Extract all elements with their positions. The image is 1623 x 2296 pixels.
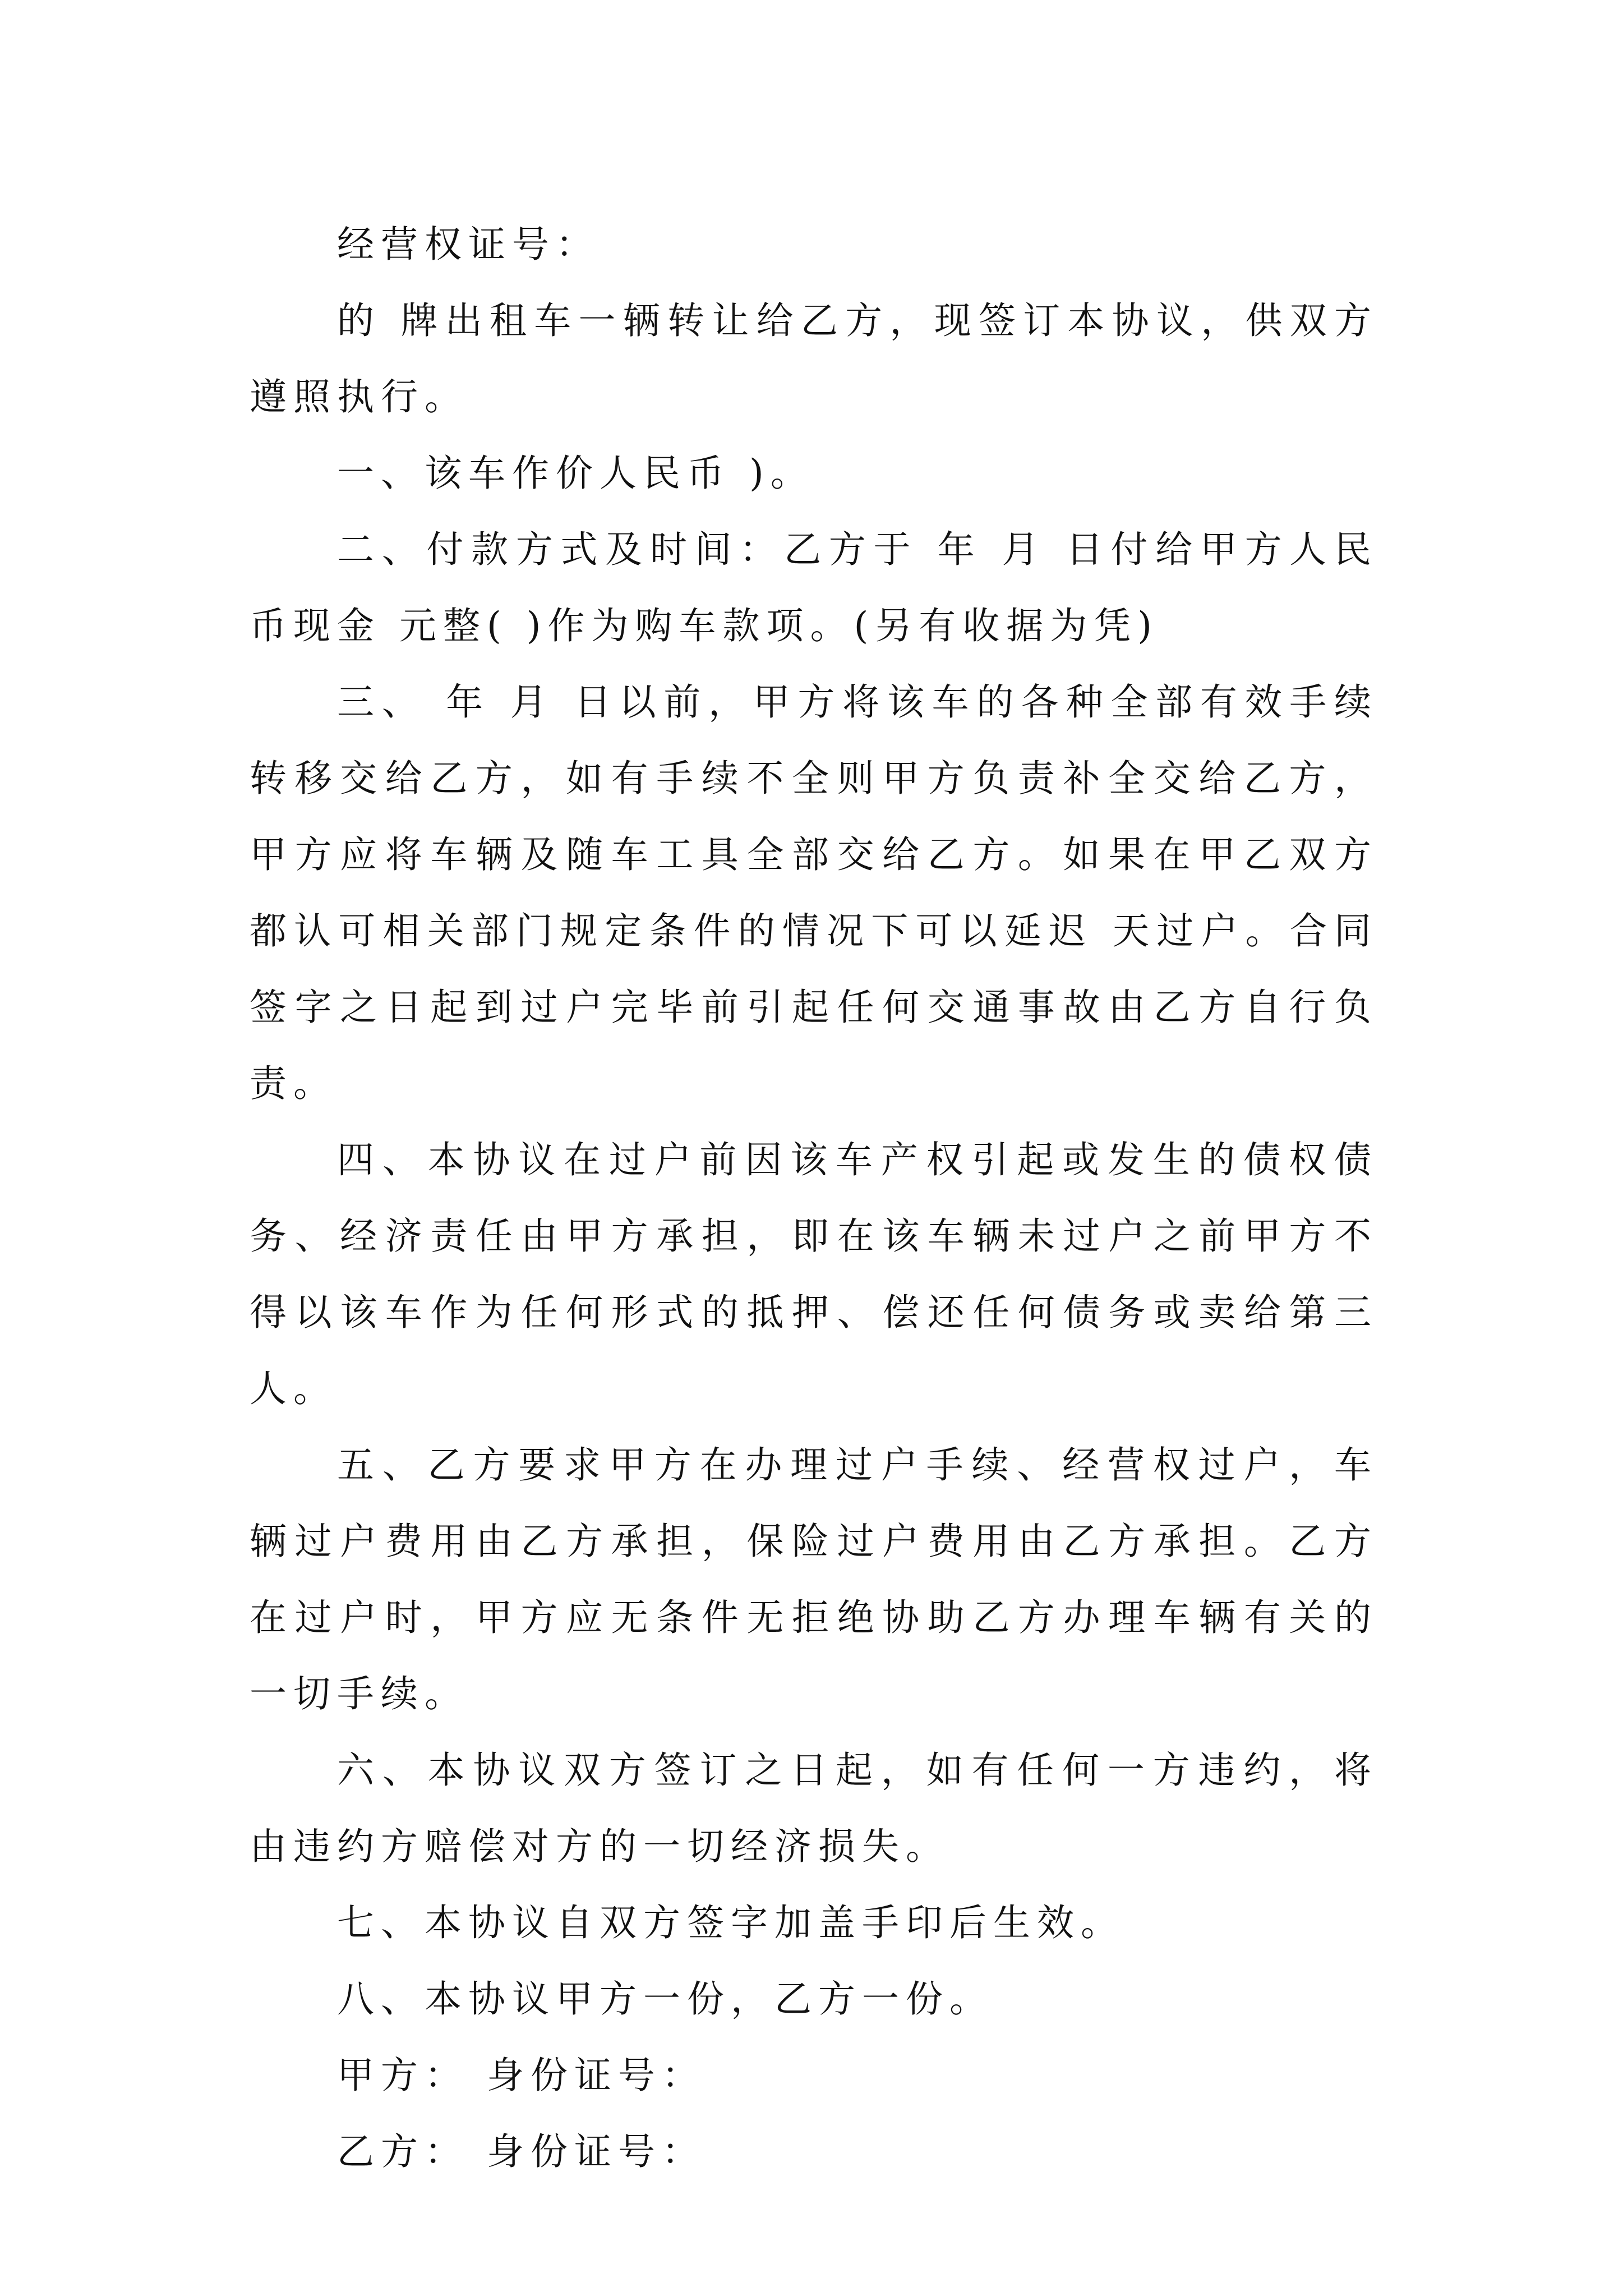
clause-1-price: 一、该车作价人民币 )。 [337, 452, 814, 495]
clause-3-handover: 三、 年 月 日以前，甲方将该车的各种全部有效手续转移交给乙方，如有手续不全则甲方负责补全交给乙方，甲方应将车辆及随车工具全部交给乙方。如果在甲乙双方都认可相关部门规定条件的情况下可以延迟 天过户。合同签字之日起到过户完毕前引起任何交通事故由乙方自行负责。 [250, 680, 1378, 1105]
signature-party-b: 乙方： 身份证号： [337, 2130, 706, 2173]
clause-6-breach: 六、本协议双方签订之日起，如有任何一方违约，将由违约方赔偿对方的一切经济损失。 [250, 1749, 1378, 1868]
clause-2-payment: 二、付款方式及时间：乙方于 年 月 日付给甲方人民币现金 元整( )作为购车款项。(另有收据为凭) [250, 528, 1378, 647]
clause-8-copies: 八、本协议甲方一份，乙方一份。 [337, 1977, 993, 2021]
paragraph-transfer-statement: 的 牌出租车一辆转让给乙方，现签订本协议，供双方遵照执行。 [250, 299, 1378, 418]
clause-4-liabilities: 四、本协议在过户前因该车产权引起或发生的债权债务、经济责任由甲方承担，即在该车辆未过户之前甲方不得以该车作为任何形式的抵押、偿还任何债务或卖给第三人。 [250, 1138, 1378, 1410]
clause-7-effective: 七、本协议自双方签字加盖手印后生效。 [337, 1901, 1124, 1944]
document-body [250, 206, 1378, 2190]
clause-5-transfer-procedures: 五、乙方要求甲方在办理过户手续、经营权过户，车辆过户费用由乙方承担，保险过户费用由乙方承担。乙方在过户时，甲方应无条件无拒绝协助乙方办理车辆有关的一切手续。 [250, 1443, 1378, 1715]
signature-party-a: 甲方： 身份证号： [337, 2054, 706, 2097]
paragraph-operating-license: 经营权证号： [337, 223, 600, 266]
